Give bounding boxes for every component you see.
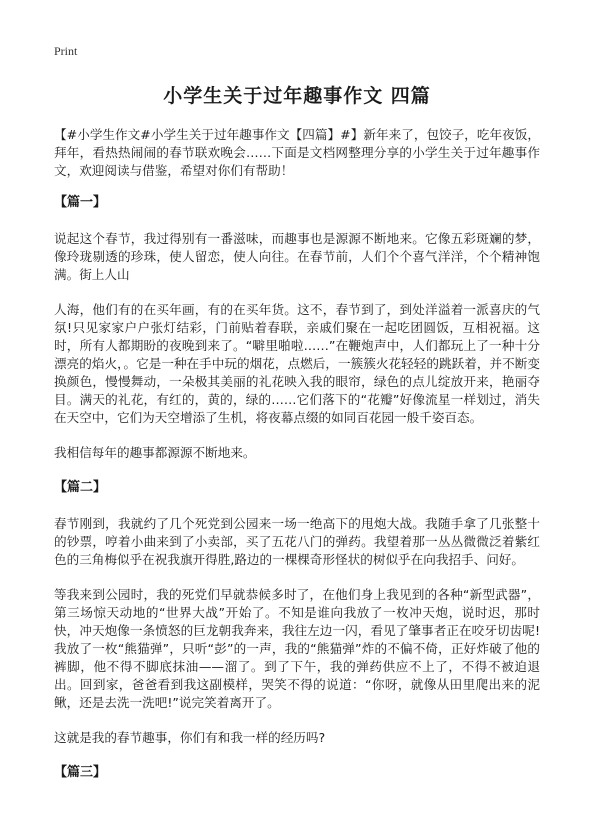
section-heading-2: 【篇二】 xyxy=(54,480,107,495)
section-1-paragraph-2: 人海，他们有的在买年画，有的在买年货。这不，春节到了，到处洋溢着一派喜庆的气氛!只见家家户户张灯结彩，门前贴着春联，亲戚们聚在一起吃团圆饭，互相祝福。这时，所有人都期盼的夜晚到来了。“噼里啪啦……”在鞭炮声中，人们都玩上了一种十分漂亮的焰火，。它是一种在手中玩的烟花，点燃后，一簇簇火花轻轻的跳跃着，并不断变换颜色，慢慢舞动，一朵极其美丽的礼花映入我的眼帘，绿色的点儿绽放开来，艳丽夺目。满天的礼花，有红的，黄的，绿的……它们落下的“花瓣”好像流星一样划过，消失在天空中，它们为天空增添了生机，将夜幕点缀的如同百花园一般千姿百态。 xyxy=(54,302,540,425)
section-heading-3: 【篇三】 xyxy=(54,765,107,780)
section-2-paragraph-2: 等我来到公园时，我的死党们早就恭候多时了，在他们身上我见到的各种“新型武器”，第三场惊天动地的“世界大战”开始了。不知是谁向我放了一枚冲天炮，说时迟，那时快，冲天炮像一条愤怒的巨龙朝我奔来，我往左边一闪，看见了肇事者正在咬牙切齿呢!我放了一枚“熊猫弹”，只听“彭”的一声，我的“熊猫弹”炸的不偏不倚，正好炸破了他的裤脚，他不得不脚底抹油——溜了。到了下午，我的弹药供应不上了，不得不被迫退出。回到家，爸爸看到我这副模样，哭笑不得的说道：“你呀，就像从田里爬出来的泥鳅，还是去洗一洗吧!”说完笑着离开了。 xyxy=(54,587,540,710)
section-1-paragraph-3: 我相信每年的趣事都源源不断地来。 xyxy=(54,445,256,460)
section-heading-1: 【篇一】 xyxy=(54,195,107,210)
section-1-paragraph-1: 说起这个春节，我过得别有一番滋味，而趣事也是源源不断地来。它像五彩斑斓的梦，像玲珑剔透的珍珠，使人留恋，使人向往。在春节前，人们个个喜气洋洋，个个精神饱满。街上人山 xyxy=(54,231,540,282)
print-label[interactable]: Print xyxy=(54,44,78,58)
section-2-paragraph-1: 春节刚到，我就约了几个死党到公园来一场一绝高下的甩炮大战。我随手拿了几张整十的钞票，哼着小曲来到了小卖部，买了五花八门的弹药。我望着那一丛丛微微泛着紫红色的三角梅似乎在祝我旗开得胜,路边的一棵棵奇形怪状的树似乎在向我招手、问好。 xyxy=(54,516,540,567)
section-2-paragraph-3: 这就是我的春节趣事，你们有和我一样的经历吗? xyxy=(54,730,326,745)
intro-paragraph: 【#小学生作文#小学生关于过年趣事作文【四篇】#】新年来了，包饺子，吃年夜饭，拜年，看热热闹闹的春节联欢晚会……下面是文档网整理分享的小学生关于过年趣事作文，欢迎阅读与借鉴，希望对你们有帮助！ xyxy=(54,127,540,178)
page-title: 小学生关于过年趣事作文 四篇 xyxy=(163,85,431,107)
